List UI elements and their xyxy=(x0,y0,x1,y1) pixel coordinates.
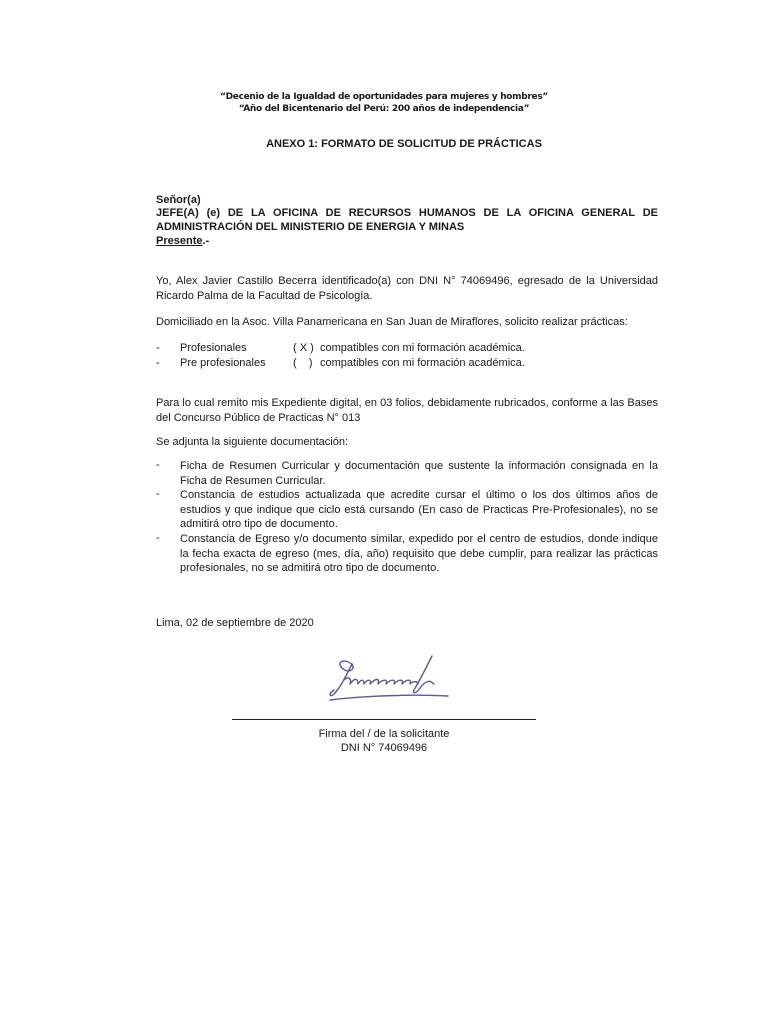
signer-dni: DNI N° 74069496 xyxy=(340,742,428,754)
option-mark: ( X ) xyxy=(293,342,314,354)
document-title: ANEXO 1: FORMATO DE SOLICITUD DE PRÁCTICAS xyxy=(266,138,542,150)
option-dash: - xyxy=(156,342,160,354)
list-item: Constancia de estudios actualizada que acredite cursar el último o los dos últimos años de estudios y que indique que ciclo está cursando (En caso de Practicas Pre-Profesionales), no se admitirá otro tipo de documento. xyxy=(180,489,658,530)
list-item-dash: - xyxy=(156,459,160,471)
attach-intro: Se adjunta la siguiente documentación: xyxy=(156,436,349,448)
list-item-dash: - xyxy=(156,532,160,544)
signature-line xyxy=(232,719,536,720)
handwritten-signature xyxy=(322,650,452,714)
salutation: Señor(a) xyxy=(156,194,201,206)
recipient: JEFE(A) (e) DE LA OFICINA DE RECURSOS HUMANOS DE LA OFICINA GENERAL DE ADMINISTRACIÓN DEL MINISTERIO DE ENERGIA Y MINAS xyxy=(156,207,658,233)
option-text: compatibles con mi formación académica. xyxy=(320,357,525,369)
list-item-dash: - xyxy=(156,488,160,500)
intro-paragraph: Yo, Alex Javier Castillo Becerra identificado(a) con DNI N° 74069496, egresado de la Universidad Ricardo Palma de la Facultad de Psicología. xyxy=(156,275,658,302)
option-label: Profesionales xyxy=(180,342,247,354)
decade-motto: “Decenio de la Igualdad de oportunidades para mujeres y hombres” xyxy=(219,92,549,102)
remit-paragraph: Para lo cual remito mis Expediente digital, en 03 folios, debidamente rubricados, conforme a las Bases del Concurso Público de Practicas N° 013 xyxy=(156,397,658,424)
option-mark: ( ) xyxy=(293,357,313,369)
presente-suffix: .- xyxy=(202,235,210,247)
date-line: Lima, 02 de septiembre de 2020 xyxy=(156,617,314,629)
option-label: Pre profesionales xyxy=(180,357,266,369)
presente-word: Presente xyxy=(156,235,203,247)
year-motto: “Año del Bicentenario del Perú: 200 años de independencia” xyxy=(238,104,530,114)
option-text: compatibles con mi formación académica. xyxy=(320,342,525,354)
list-item: Ficha de Resumen Curricular y documentación que sustente la información consignada en la Ficha de Resumen Curricular. xyxy=(180,460,658,487)
option-dash: - xyxy=(156,357,160,369)
domicile-paragraph: Domiciliado en la Asoc. Villa Panamericana en San Juan de Miraflores, solicito realizar prácticas: xyxy=(156,316,628,328)
presente-line xyxy=(156,234,658,249)
signature-label: Firma del / de la solicitante xyxy=(318,728,450,740)
list-item: Constancia de Egreso y/o documento similar, expedido por el centro de estudios, donde indique la fecha exacta de egreso (mes, día, año) requisito que debe cumplir, para realizar las prácticas profesionales, no se admitirá otro tipo de documento. xyxy=(180,533,658,574)
